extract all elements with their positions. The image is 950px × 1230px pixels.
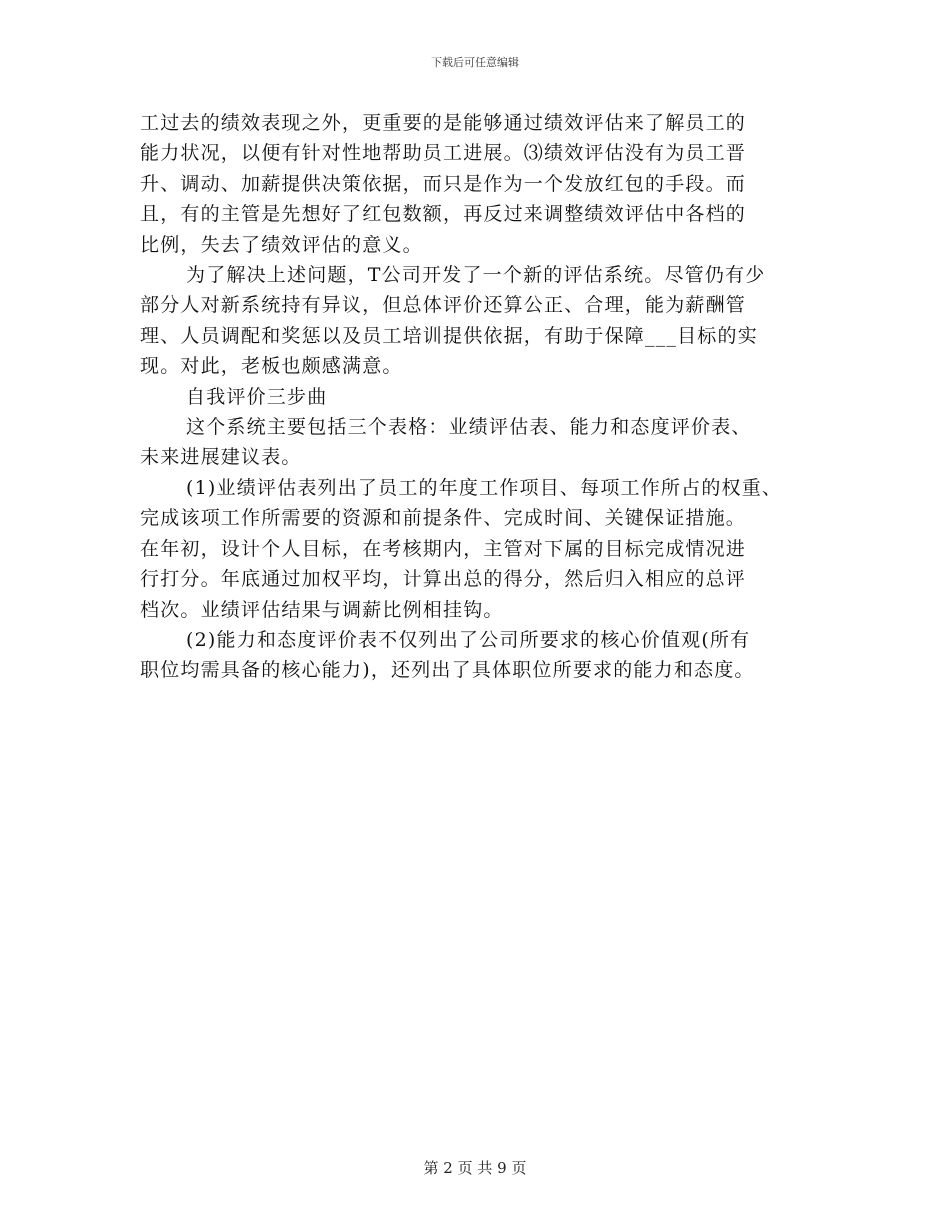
text-line: 这个系统主要包括三个表格：业绩评估表、能力和态度评价表、 bbox=[186, 416, 752, 439]
text-line: (1)业绩评估表列出了员工的年度工作项目、每项工作所占的权重、 bbox=[186, 476, 783, 499]
text-line: 工过去的绩效表现之外，更重要的是能够通过绩效评估来了解员工的 bbox=[140, 112, 747, 134]
text-line: 升、调动、加薪提供决策依据，而只是作为一个发放红包的手段。而 bbox=[140, 172, 747, 195]
text-line: 现。对此，老板也颇感满意。 bbox=[140, 355, 403, 378]
text-line: 能力状况，以便有针对性地帮助员工进展。⑶绩效评估没有为员工晋 bbox=[140, 142, 747, 165]
page-number: 第 2 页 共 9 页 bbox=[423, 1159, 527, 1177]
page-header-note: 下载后可任意编辑 bbox=[431, 56, 519, 69]
text-line: 部分人对新系统持有异议，但总体评价还算公正、合理，能为薪酬管 bbox=[140, 294, 747, 317]
paragraph-2 bbox=[140, 260, 820, 382]
section-heading bbox=[140, 382, 820, 412]
text-line: 且，有的主管是先想好了红包数额，再反过来调整绩效评估中各档的 bbox=[140, 203, 747, 226]
text-line: 完成该项工作所需要的资源和前提条件、完成时间、关键保证措施。 bbox=[140, 507, 747, 530]
paragraph-1 bbox=[140, 108, 820, 260]
text-line: 理、人员调配和奖惩以及员工培训提供依据，有助于保障___目标的实 bbox=[140, 324, 758, 347]
paragraph-3 bbox=[140, 412, 820, 473]
text-line: 为了解决上述问题，T公司开发了一个新的评估系统。尽管仍有少 bbox=[186, 264, 766, 287]
text-line: 职位均需具备的核心能力)，还列出了具体职位所要求的能力和态度。 bbox=[140, 659, 755, 682]
text-line: 自我评价三步曲 bbox=[186, 385, 328, 408]
text-line: 档次。业绩评估结果与调薪比例相挂钩。 bbox=[140, 598, 504, 621]
text-line: 在年初，设计个人目标，在考核期内，主管对下属的目标完成情况进 bbox=[140, 537, 747, 560]
text-line: (2)能力和态度评价表不仅列出了公司所要求的核心价值观(所有 bbox=[186, 628, 751, 651]
document-body bbox=[140, 108, 820, 686]
text-line: 比例，失去了绩效评估的意义。 bbox=[140, 233, 423, 256]
text-line: 未来进展建议表。 bbox=[140, 446, 302, 469]
paragraph-4 bbox=[140, 473, 820, 625]
paragraph-5 bbox=[140, 625, 820, 686]
text-line: 行打分。年底通过加权平均，计算出总的得分，然后归入相应的总评 bbox=[140, 568, 747, 591]
